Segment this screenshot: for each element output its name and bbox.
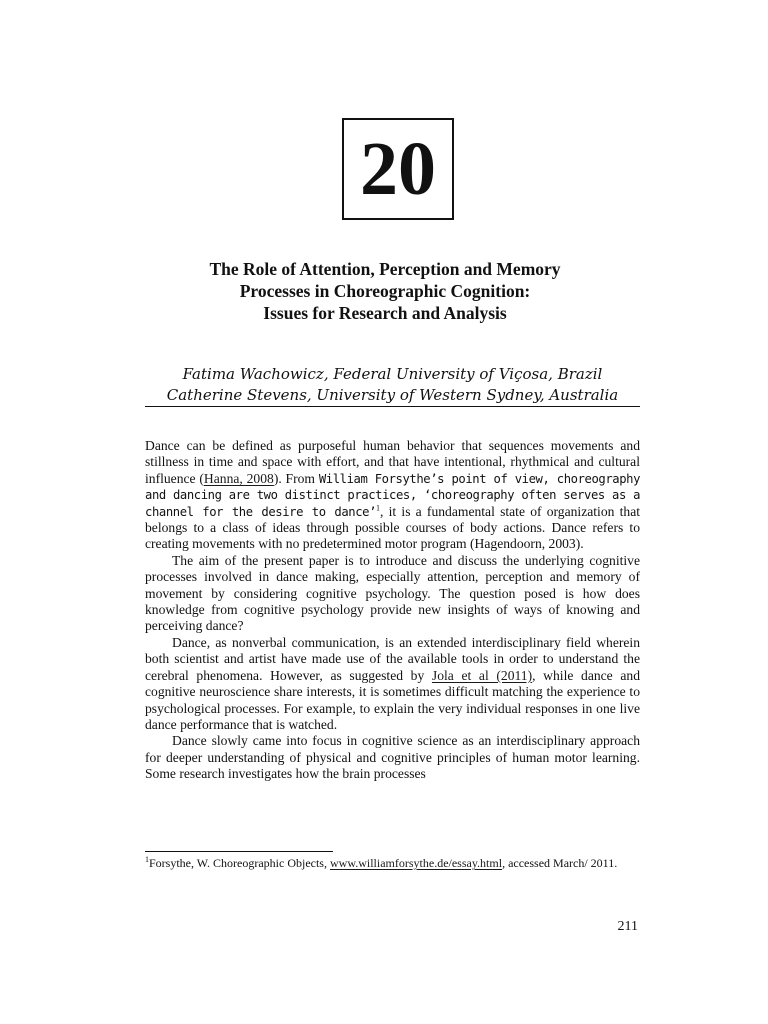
footnote-divider	[145, 851, 333, 852]
footnote-ref[interactable]: 1	[376, 503, 381, 513]
title-line-3: Issues for Research and Analysis	[263, 303, 507, 323]
footnote: $^1$Forsythe, W. Choreographic Objects, www.williamforsythe.de/essay.html, accessed March/ 2011.	[145, 855, 618, 870]
body-text	[145, 438, 640, 783]
footnote-marker: 1	[145, 855, 149, 864]
paragraph-3: Dance, as nonverbal communication, is an extended interdisciplinary field wherein both scientist and artist have made use of the available tools in order to understand the cerebral phenomena. However, as suggested by Jola et al (2011), while dance and cognitive neuroscience share interests, it is sometimes difficult matching the experience to psychological processes. For example, to explain the very individual responses in one live dance performance that is watched.	[145, 634, 640, 732]
page-number: 211	[617, 919, 638, 934]
citation-link-hanna[interactable]: Hanna, 2008	[203, 470, 274, 486]
title-line-2: Processes in Choreographic Cognition:	[239, 281, 531, 301]
paragraph-1: Dance can be defined as purposeful human behavior that sequences movements and stillness in time and space with effort, and that have intentional, rhythmical and cultural influence (Hanna, 2008). From William Forsythe’s point of view, choreography and dancing are two distinct practices, ‘choreography often serves as a channel for the desire to dance’$^1$, it is a fundamental state of organization that belongs to a class of ideas through possible courses of body actions. Dance refers to creating movements with no predetermined motor program (Hagendoorn, 2003).	[145, 438, 641, 552]
citation-link-jola[interactable]: Jola et al (2011)	[431, 667, 533, 683]
chapter-number: 20	[360, 127, 436, 211]
authors-divider	[145, 406, 640, 407]
paragraph-4: Dance slowly came into focus in cognitive science as an interdisciplinary approach for deeper understanding of physical and cognitive principles of human motor learning. Some research investigates how the brain processes	[145, 733, 640, 782]
chapter-number-box	[342, 118, 454, 220]
title-line-1: The Role of Attention, Perception and Memory	[209, 259, 561, 279]
paragraph-2: The aim of the present paper is to introduce and discuss the underlying cognitive processes involved in dance making, especially attention, perception and memory of movement by considering cognitive psychology. The question posed is how does knowledge from cognitive psychology provide new insights of ways of knowing and perceiving dance?	[145, 552, 640, 634]
chapter-title	[140, 258, 630, 324]
author-2: Catherine Stevens, University of Western Sydney, Australia	[166, 386, 619, 404]
footnote-url-link[interactable]: www.williamforsythe.de/essay.html	[329, 856, 503, 870]
forsythe-quote: William Forsythe’s point of view, choreography and dancing are two distinct practices, ‘choreography often serves as a channel for the desire to dance’	[145, 471, 641, 519]
authors	[145, 364, 640, 406]
author-1: Fatima Wachowicz, Federal University of Viçosa, Brazil	[182, 365, 603, 383]
